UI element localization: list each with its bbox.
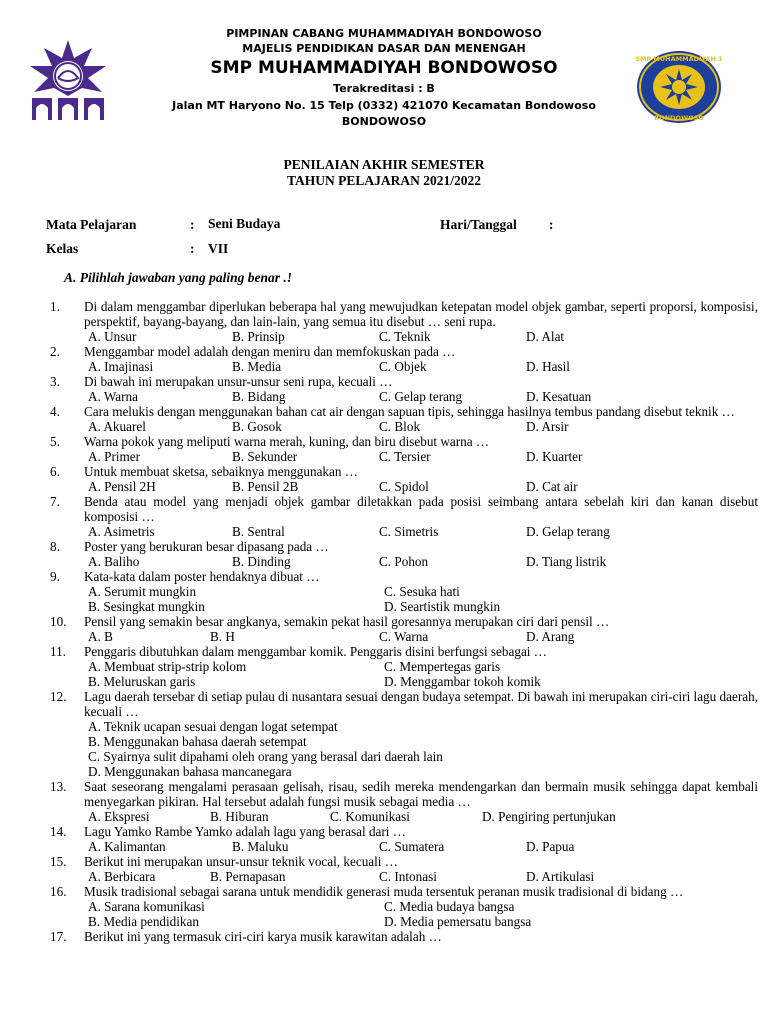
answer-option: B. H: [210, 629, 235, 644]
option-row: [50, 809, 758, 824]
answer-option: C. Simetris: [379, 524, 439, 539]
answer-option: C. Teknik: [379, 329, 431, 344]
class-separator: :: [190, 241, 195, 256]
question-number: 5.: [50, 434, 60, 449]
answer-option: A. Sarana komunikasi: [88, 899, 205, 914]
question-number: 4.: [50, 404, 60, 419]
question-number: 14.: [50, 824, 67, 839]
option-row: [50, 764, 758, 779]
answer-option: D. Seartistik mungkin: [384, 599, 501, 614]
answer-option: C. Sumatera: [379, 839, 445, 854]
question-text: [84, 344, 758, 359]
question-number: 17.: [50, 929, 67, 944]
answer-option: D. Kuarter: [526, 449, 583, 464]
section-instruction: A. Pilihlah jawaban yang paling benar .!: [64, 270, 293, 285]
question-row: [50, 374, 758, 389]
answer-option: B. Media: [232, 359, 282, 374]
answer-option: D. Artikulasi: [526, 869, 595, 884]
question-row: [50, 299, 758, 329]
answer-option: C. Objek: [379, 359, 427, 374]
question-text: [84, 569, 758, 584]
answer-option: C. Blok: [379, 419, 421, 434]
answer-option: D. Menggambar tokoh komik: [384, 674, 541, 689]
option-row: [50, 599, 758, 614]
question-item: [50, 824, 758, 854]
answer-option: D. Menggunakan bahasa mancanegara: [88, 764, 292, 779]
question-text-line: Di bawah ini merupakan unsur-unsur seni rupa, kecuali …: [84, 374, 393, 389]
option-row: [50, 914, 758, 929]
answer-option: B. Pernapasan: [210, 869, 286, 884]
option-row: [50, 869, 758, 884]
answer-option: A. Primer: [88, 449, 141, 464]
question-item: [50, 539, 758, 569]
option-row: [50, 584, 758, 599]
answer-option: A. Teknik ucapan sesuai dengan logat setempat: [88, 719, 338, 734]
question-text: [84, 644, 758, 659]
question-text-line: Berikut ini merupakan unsur-unsur teknik vocal, kecuali …: [84, 854, 398, 869]
answer-option: C. Media budaya bangsa: [384, 899, 515, 914]
answer-option: B. Hiburan: [210, 809, 269, 824]
question-item: [50, 299, 758, 344]
question-number: 12.: [50, 689, 67, 704]
question-item: [50, 614, 758, 644]
option-row: [50, 719, 758, 734]
answer-option: A. Warna: [88, 389, 138, 404]
answer-option: A. Berbicara: [88, 869, 156, 884]
answer-option: D. Hasil: [526, 359, 570, 374]
question-text-line: Untuk membuat sketsa, sebaiknya menggunakan …: [84, 464, 358, 479]
answer-option: B. Sentral: [232, 524, 285, 539]
question-row: [50, 884, 758, 899]
option-row: [50, 734, 758, 749]
answer-option: D. Media pemersatu bangsa: [384, 914, 532, 929]
question-row: [50, 854, 758, 869]
option-row: [50, 329, 758, 344]
answer-option: A. Unsur: [88, 329, 137, 344]
answer-option: D. Arang: [526, 629, 575, 644]
question-item: [50, 644, 758, 689]
question-text-line: Kata-kata dalam poster hendaknya dibuat …: [84, 569, 320, 584]
question-row: [50, 689, 758, 719]
question-text-line: Di dalam menggambar diperlukan beberapa hal yang mewujudkan ketepatan model objek gambar, seperti proporsi, komposisi, perspektif, bayang-bayang, dan lain-lain, yang semua itu disebut … seni rupa.: [84, 299, 758, 329]
option-row: [50, 479, 758, 494]
answer-option: A. Membuat strip-strip kolom: [88, 659, 247, 674]
answer-option: B. Menggunakan bahasa daerah setempat: [88, 734, 307, 749]
answer-option: A. B: [88, 629, 113, 644]
emblem-text-bottom: BONDOWOSO: [654, 114, 704, 122]
title-line2: TAHUN PELAJARAN 2021/2022: [286, 173, 481, 188]
answer-option: D. Alat: [526, 329, 565, 344]
option-row: [50, 449, 758, 464]
question-number: 11.: [50, 644, 66, 659]
question-row: [50, 344, 758, 359]
answer-option: A. Serumit mungkin: [88, 584, 197, 599]
question-text: [84, 494, 758, 524]
question-text: [84, 929, 758, 944]
answer-option: A. Akuarel: [88, 419, 146, 434]
option-row: [50, 674, 758, 689]
answer-option: D. Arsir: [526, 419, 569, 434]
date-separator: :: [549, 217, 554, 232]
class-label: Kelas: [46, 241, 79, 256]
question-text: [84, 614, 758, 629]
question-row: [50, 824, 758, 839]
question-number: 15.: [50, 854, 67, 869]
question-item: [50, 569, 758, 614]
question-item: [50, 434, 758, 464]
option-row: [50, 419, 758, 434]
answer-option: B. Pensil 2B: [232, 479, 299, 494]
question-text-line: Musik tradisional sebagai sarana untuk mendidik generasi muda tersentuk peranan musik tradisional di bidang …: [84, 884, 684, 899]
subject-label: Mata Pelajaran: [46, 217, 137, 232]
answer-option: C. Mempertegas garis: [384, 659, 501, 674]
answer-option: D. Cat air: [526, 479, 578, 494]
answer-option: D. Tiang listrik: [526, 554, 607, 569]
answer-option: A. Asimetris: [88, 524, 155, 539]
city: BONDOWOSO: [341, 115, 427, 128]
answer-option: B. Bidang: [232, 389, 286, 404]
question-text: [84, 374, 758, 389]
question-number: 16.: [50, 884, 67, 899]
question-item: [50, 689, 758, 779]
answer-option: C. Tersier: [379, 449, 431, 464]
option-row: [50, 899, 758, 914]
question-text-line: Penggaris dibutuhkan dalam menggambar komik. Penggaris disini berfungsi sebagai …: [84, 644, 547, 659]
answer-option: B. Media pendidikan: [88, 914, 199, 929]
question-row: [50, 779, 758, 809]
question-number: 1.: [50, 299, 60, 314]
question-item: [50, 374, 758, 404]
question-text-line: Cara melukis dengan menggunakan bahan cat air dengan sapuan tipis, sehingga hasilnya tembus pandang disebut teknik …: [84, 404, 735, 419]
question-text-line: Menggambar model adalah dengan meniru dan memfokuskan pada …: [84, 344, 456, 359]
question-number: 13.: [50, 779, 67, 794]
answer-option: B. Dinding: [232, 554, 291, 569]
question-item: [50, 344, 758, 374]
question-item: [50, 404, 758, 434]
answer-option: C. Sesuka hati: [384, 584, 460, 599]
answer-option: D. Pengiring pertunjukan: [482, 809, 616, 824]
option-row: [50, 389, 758, 404]
date-label: Hari/Tanggal: [440, 217, 517, 232]
question-number: 3.: [50, 374, 60, 389]
school-name: SMP MUHAMMADIYAH BONDOWOSO: [210, 58, 558, 78]
question-text: [84, 539, 758, 554]
question-list: [50, 299, 758, 944]
answer-option: C. Gelap terang: [379, 389, 463, 404]
option-row: [50, 839, 758, 854]
question-number: 2.: [50, 344, 60, 359]
answer-option: B. Sekunder: [232, 449, 298, 464]
answer-option: C. Intonasi: [379, 869, 437, 884]
question-text-line: Berikut ini yang termasuk ciri-ciri karya musik karawitan adalah …: [84, 929, 442, 944]
question-number: 7.: [50, 494, 60, 509]
question-number: 10.: [50, 614, 67, 629]
question-text-line: Saat seseorang mengalami perasaan gelisah, risau, sedih mereka mendengarkan dan bermain musik sehingga dapat kembali menyegarkan pikiran. Hal tersebut adalah fungsi musik sebagai media …: [84, 779, 758, 809]
question-text: [84, 854, 758, 869]
question-text: [84, 884, 758, 899]
question-item: [50, 884, 758, 929]
option-row: [50, 524, 758, 539]
question-text-line: Lagu Yamko Rambe Yamko adalah lagu yang berasal dari …: [84, 824, 406, 839]
question-text: [84, 824, 758, 839]
answer-option: C. Syairnya sulit dipahami oleh orang yang berasal dari daerah lain: [88, 749, 443, 764]
answer-option: B. Sesingkat mungkin: [88, 599, 205, 614]
header-line2: MAJELIS PENDIDIKAN DASAR DAN MENENGAH: [242, 42, 526, 55]
exam-title: [0, 157, 768, 189]
answer-option: D. Kesatuan: [526, 389, 592, 404]
question-text: [84, 404, 758, 419]
answer-option: B. Gosok: [232, 419, 282, 434]
question-row: [50, 539, 758, 554]
question-item: [50, 494, 758, 539]
question-number: 8.: [50, 539, 60, 554]
question-number: 6.: [50, 464, 60, 479]
question-row: [50, 569, 758, 584]
question-item: [50, 854, 758, 884]
title-line1: PENILAIAN AKHIR SEMESTER: [283, 157, 485, 172]
accreditation: Terakreditasi : B: [333, 82, 435, 95]
letterhead: [0, 26, 768, 129]
class-value: VII: [208, 241, 229, 256]
question-text: [84, 299, 758, 329]
option-row: [50, 629, 758, 644]
question-row: [50, 929, 758, 944]
answer-option: D. Papua: [526, 839, 575, 854]
question-text-line: Poster yang berukuran besar dipasang pada …: [84, 539, 329, 554]
answer-option: C. Spidol: [379, 479, 429, 494]
question-text-line: Warna pokok yang meliputi warna merah, kuning, dan biru disebut warna …: [84, 434, 490, 449]
option-row: [50, 359, 758, 374]
answer-option: A. Pensil 2H: [88, 479, 156, 494]
emblem-text-top: SMP MUHAMMADIYAH 1: [636, 55, 722, 63]
answer-option: C. Warna: [379, 629, 429, 644]
question-item: [50, 779, 758, 824]
answer-option: A. Ekspresi: [88, 809, 150, 824]
answer-option: D. Gelap terang: [526, 524, 610, 539]
option-row: [50, 554, 758, 569]
question-item: [50, 929, 758, 944]
subject-separator: :: [190, 217, 195, 232]
question-row: [50, 644, 758, 659]
header-line1: PIMPINAN CABANG MUHAMMADIYAH BONDOWOSO: [226, 27, 542, 40]
answer-option: A. Imajinasi: [88, 359, 154, 374]
question-item: [50, 464, 758, 494]
question-text: [84, 434, 758, 449]
answer-option: B. Maluku: [232, 839, 289, 854]
answer-option: C. Pohon: [379, 554, 429, 569]
answer-option: B. Meluruskan garis: [88, 674, 196, 689]
question-text: [84, 689, 758, 719]
question-number: 9.: [50, 569, 60, 584]
question-row: [50, 434, 758, 449]
question-row: [50, 404, 758, 419]
question-text: [84, 779, 758, 809]
question-text-line: Pensil yang semakin besar angkanya, semakin pekat hasil goresannya merupakan ciri dari pensil …: [84, 614, 610, 629]
subject-value: Seni Budaya: [208, 216, 281, 231]
question-row: [50, 494, 758, 524]
question-text: [84, 464, 758, 479]
question-row: [50, 614, 758, 629]
answer-option: B. Prinsip: [232, 329, 285, 344]
answer-option: A. Baliho: [88, 554, 140, 569]
question-row: [50, 464, 758, 479]
question-text-line: Lagu daerah tersebar di setiap pulau di nusantara sesuai dengan budaya setempat. Di bawah ini merupakan ciri-ciri lagu daerah, kecuali …: [84, 689, 758, 719]
answer-option: C. Komunikasi: [330, 809, 410, 824]
answer-option: A. Kalimantan: [88, 839, 166, 854]
question-text-line: Benda atau model yang menjadi objek gambar diletakkan pada posisi seimbang antara sebelah kiri dan kanan disebut komposisi …: [84, 494, 758, 524]
option-row: [50, 749, 758, 764]
address: Jalan MT Haryono No. 15 Telp (0332) 421070 Kecamatan Bondowoso: [172, 99, 596, 112]
option-row: [50, 659, 758, 674]
